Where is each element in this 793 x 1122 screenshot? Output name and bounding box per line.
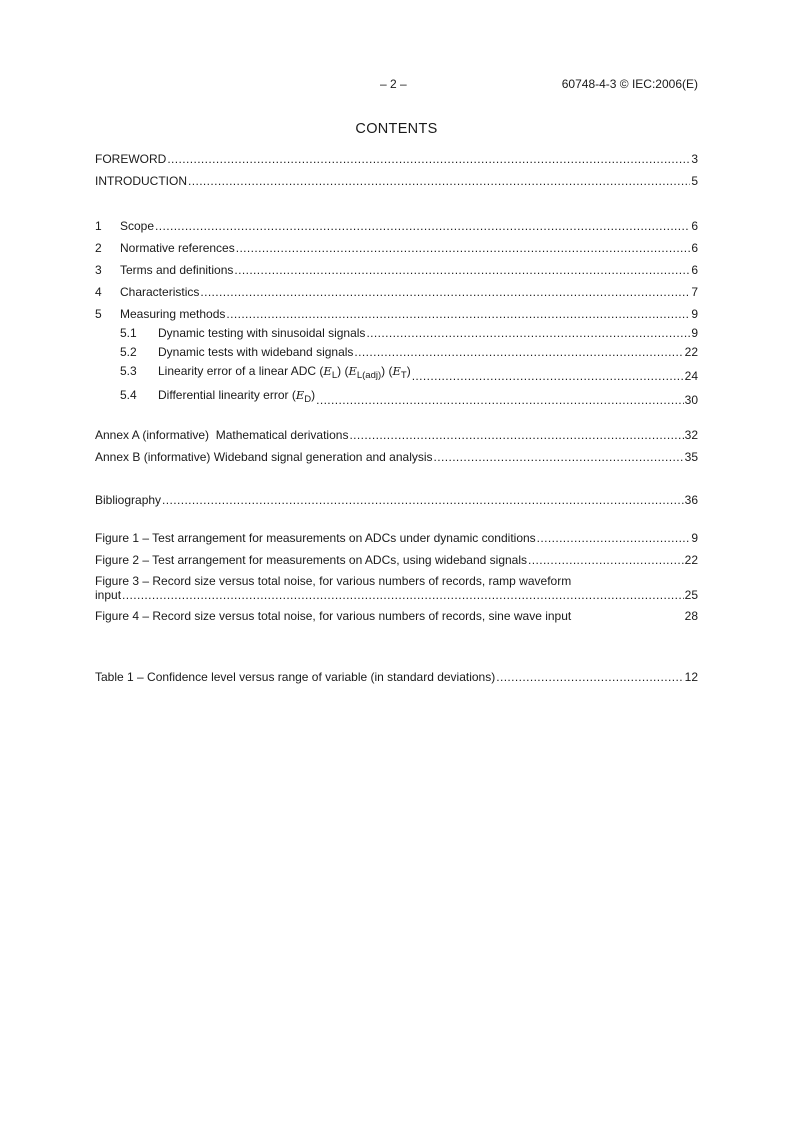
toc-entry-page: 36 (684, 493, 698, 507)
toc-entry-label: Normative references (120, 241, 235, 255)
toc-entry-page: 35 (684, 450, 698, 464)
toc-entry-page: 32 (684, 428, 698, 442)
toc-entry-label: Dynamic tests with wideband signals (158, 345, 354, 359)
toc-entry-page: 9 (691, 326, 698, 340)
toc-entry-subclause-5-4[interactable]: 5.4 Differential linearity error $(E_D)$ ..... 30 (95, 388, 698, 407)
toc-entry-annex-b[interactable] (95, 450, 698, 464)
toc-entry-page: 6 (691, 219, 698, 233)
toc-entry-label: Figure 2 – Test arrangement for measurements on ADCs, using wideband signals (95, 553, 528, 567)
toc-entry-figure-4[interactable] (95, 609, 698, 623)
dot-leader (316, 393, 684, 407)
subclause-number: 5.4 (120, 388, 137, 402)
toc-entry-label: Table 1 – Confidence level versus range of variable (in standard deviations) (95, 670, 496, 684)
subclause-number: 5.2 (120, 345, 137, 359)
toc-entry-page: 5 (691, 174, 698, 188)
toc-entry-page: 22 (684, 553, 698, 567)
clause-number: 3 (95, 263, 102, 277)
subclause-number: 5.3 (120, 364, 137, 378)
toc-entry-subclause-5-2[interactable] (95, 345, 698, 359)
clause-number: 5 (95, 307, 102, 321)
toc-annexes (95, 428, 698, 464)
toc-entry-clause-5[interactable] (95, 307, 698, 321)
dot-leader (537, 531, 691, 545)
dot-leader (366, 326, 690, 340)
toc-entry-figure-2[interactable] (95, 553, 698, 567)
dot-leader (236, 241, 691, 255)
toc-entry-clause-1[interactable] (95, 219, 698, 233)
dot-leader (412, 369, 684, 383)
dot-leader (162, 493, 684, 507)
document-reference: 60748-4-3 © IEC:2006(E) (561, 77, 698, 91)
toc-entry-page: 9 (691, 307, 698, 321)
dot-leader (234, 263, 690, 277)
dot-leader (226, 307, 690, 321)
toc-entry-label: Scope (120, 219, 155, 233)
toc-entry-label: Linearity error of a linear ADC ( (158, 364, 324, 378)
dot-leader (496, 670, 683, 684)
toc-entry-foreword[interactable] (95, 152, 698, 166)
toc-entry-label: Terms and definitions (120, 263, 234, 277)
toc-entry-page: 22 (684, 345, 698, 359)
toc-entry-label: Annex A (informative) Mathematical derivations (95, 428, 349, 442)
subclause-number: 5.1 (120, 326, 137, 340)
toc-entry-label: Figure 3 – Record size versus total noise, for various numbers of records, ramp waveform (95, 574, 572, 588)
toc-entry-clause-3[interactable] (95, 263, 698, 277)
dot-leader (200, 285, 690, 299)
symbol-e: E (392, 364, 401, 378)
toc-entry-label: Characteristics (120, 285, 200, 299)
toc-entry-figure-1[interactable] (95, 531, 698, 545)
toc-figures (95, 531, 698, 623)
toc-clauses (95, 219, 698, 407)
toc-entry-page: 3 (691, 152, 698, 166)
toc-entry-page: 30 (684, 393, 698, 407)
toc-bibliography (95, 493, 698, 507)
clause-number: 2 (95, 241, 102, 255)
toc-entry-introduction[interactable] (95, 174, 698, 188)
toc-entry-label-continued: input (95, 588, 122, 602)
toc-entry-bibliography[interactable] (95, 493, 698, 507)
subscript-l-adj: L(adj) (356, 370, 382, 381)
toc-entry-page: 7 (691, 285, 698, 299)
toc-entry-label-line (95, 588, 698, 602)
page-number: – 2 – (380, 77, 407, 91)
dot-leader (349, 428, 683, 442)
toc-entry-page: 28 (684, 609, 698, 623)
toc-entry-label: Measuring methods (120, 307, 226, 321)
toc-entry-label: Annex B (informative) Wideband signal generation and analysis (95, 450, 433, 464)
symbol-e: E (323, 364, 332, 378)
toc-entry-label: Bibliography (95, 493, 162, 507)
dot-leader (434, 450, 684, 464)
clause-number: 4 (95, 285, 102, 299)
toc-entry-figure-3[interactable] (95, 574, 698, 602)
dot-leader (188, 174, 690, 188)
toc-entry-annex-a[interactable] (95, 428, 698, 442)
subscript-d: D (304, 394, 312, 405)
toc-entry-page: 12 (684, 670, 698, 684)
dot-leader (167, 152, 690, 166)
toc-entry-label: Dynamic testing with sinusoidal signals (158, 326, 366, 340)
toc-entry-page: 6 (691, 263, 698, 277)
dot-leader (354, 345, 683, 359)
toc-entry-subclause-5-1[interactable] (95, 326, 698, 340)
subscript-t: T (400, 370, 407, 381)
toc-entry-table-1[interactable] (95, 670, 698, 684)
toc-tables (95, 670, 698, 684)
toc-entry-label: Figure 4 – Record size versus total noise, for various numbers of records, sine wave input (95, 609, 572, 623)
toc-entry-subclause-5-3[interactable]: 5.3 Linearity error of a linear ADC $(E_L)$ $(E_{L(adj)})$ $(E_T)$ ..... 24 (95, 364, 698, 383)
dot-leader (122, 588, 684, 602)
toc-entry-clause-2[interactable] (95, 241, 698, 255)
toc-entry-label: Figure 1 – Test arrangement for measurements on ADCs under dynamic conditions (95, 531, 536, 545)
dot-leader (528, 553, 684, 567)
toc-entry-page: 25 (684, 588, 698, 602)
clause-number: 1 (95, 219, 102, 233)
toc-entry-page: 6 (691, 241, 698, 255)
toc-entry-label-line (95, 574, 698, 588)
symbol-e: E (295, 388, 305, 402)
contents-title: CONTENTS (355, 121, 438, 137)
toc-entry-label: Differential linearity error ( (158, 388, 296, 402)
toc-entry-page: 9 (691, 531, 698, 545)
toc-entry-label: FOREWORD (95, 152, 167, 166)
symbol-e: E (348, 364, 357, 378)
dot-leader (155, 219, 690, 233)
page-header (0, 77, 793, 93)
subscript-l: L (331, 370, 338, 381)
toc-entry-page: 24 (684, 369, 698, 383)
toc-entry-label: INTRODUCTION (95, 174, 187, 188)
toc-entry-clause-4[interactable] (95, 285, 698, 299)
toc-front-matter (95, 152, 698, 188)
